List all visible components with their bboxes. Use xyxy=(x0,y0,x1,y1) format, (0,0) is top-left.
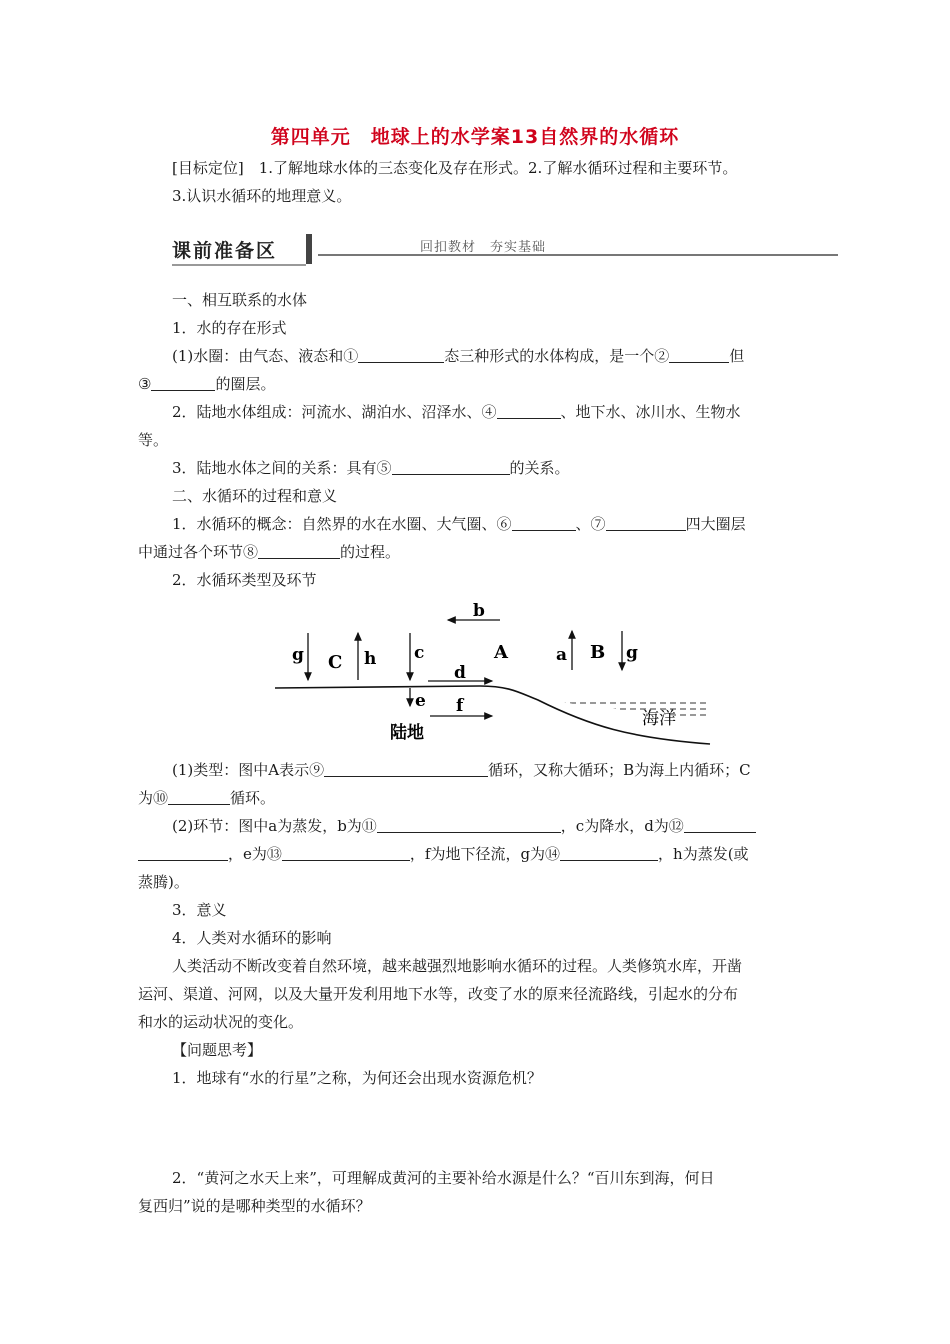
banner-title: 课前准备区 xyxy=(172,240,278,262)
text: 态三种形式的水体构成，是一个② xyxy=(444,347,670,365)
blank-7[interactable] xyxy=(606,515,686,531)
goal-line-1: [目标定位] 1.了解地球水体的三态变化及存在形式。2.了解水循环过程和主要环节。 xyxy=(172,159,738,177)
blank-8[interactable] xyxy=(258,543,340,559)
text: 3．陆地水体之间的关系：具有⑤ xyxy=(172,459,392,477)
label-ocean: 海洋 xyxy=(642,709,676,729)
text: 但 xyxy=(729,347,745,365)
label-A: A xyxy=(494,642,508,663)
blank-12b[interactable] xyxy=(138,845,228,861)
blank-10[interactable] xyxy=(168,789,230,805)
text: (1)类型：图中A表示⑨ xyxy=(172,761,325,779)
text: (2)环节：图中a为蒸发，b为⑪ xyxy=(172,817,377,835)
paragraph-line-1: 人类活动不断改变着自然环境，越来越强烈地影响水循环的过程。人类修筑水库，开凿 xyxy=(172,957,743,975)
section-banner xyxy=(172,232,838,266)
banner-divider xyxy=(306,234,312,264)
section1-item1-1-cont xyxy=(138,374,275,394)
blank-14[interactable] xyxy=(560,845,658,861)
text: ③ xyxy=(138,375,152,393)
text: 循环，又称大循环；B为海上内循环；C xyxy=(488,761,751,779)
text: (1)水圈：由气态、液态和① xyxy=(172,347,359,365)
page-title: 第四单元 地球上的水学案13自然界的水循环 xyxy=(270,126,680,148)
text: 1．水循环的概念：自然界的水在水圈、大气圈、⑥ xyxy=(172,515,512,533)
label-g-left: g xyxy=(292,645,304,665)
banner-underline xyxy=(172,264,306,266)
water-cycle-diagram xyxy=(270,598,720,758)
label-a: a xyxy=(556,645,568,665)
section1-item3 xyxy=(172,458,570,478)
banner-subtitle: 回扣教材 夯实基础 xyxy=(420,240,547,255)
label-B: B xyxy=(590,642,606,663)
blank-2[interactable] xyxy=(669,347,729,363)
text: 循环。 xyxy=(230,789,276,807)
blank-6[interactable] xyxy=(512,515,576,531)
link-line xyxy=(172,816,756,836)
ocean-water xyxy=(538,698,710,716)
label-h: h xyxy=(364,649,377,669)
section2-item3: 3．意义 xyxy=(172,901,227,919)
text: 为⑩ xyxy=(138,789,169,807)
label-f: f xyxy=(456,696,464,716)
type-line xyxy=(172,760,751,780)
text: 、⑦ xyxy=(575,515,606,533)
text: 的圈层。 xyxy=(215,375,276,393)
blank-3[interactable] xyxy=(151,375,215,391)
question-1: 1．地球有“水的行星”之称，为何还会出现水资源危机？ xyxy=(172,1069,542,1087)
label-land: 陆地 xyxy=(390,723,424,743)
section2-heading: 二、水循环的过程和意义 xyxy=(172,487,338,505)
section1-item2 xyxy=(172,402,741,422)
section2-item1-cont xyxy=(138,542,400,562)
section1-item2-cont: 等。 xyxy=(138,431,169,449)
text: 四大圈层 xyxy=(685,515,746,533)
blank-13[interactable] xyxy=(282,845,410,861)
question-2-line-1: 2．“黄河之水天上来”，可理解成黄河的主要补给水源是什么？“百川东到海，何日 xyxy=(172,1169,715,1187)
link-line-end: 蒸腾)。 xyxy=(138,873,189,891)
link-line-cont xyxy=(138,844,749,864)
label-d: d xyxy=(454,663,466,683)
section1-item1: 1．水的存在形式 xyxy=(172,319,287,337)
blank-4[interactable] xyxy=(497,403,561,419)
label-e: e xyxy=(415,691,426,711)
blank-9[interactable] xyxy=(324,761,488,777)
text: ，f为地下径流，g为⑭ xyxy=(409,845,561,863)
text: 的过程。 xyxy=(340,543,401,561)
text: ，h为蒸发(或 xyxy=(658,845,749,863)
section2-item1 xyxy=(172,514,746,534)
text: 、地下水、冰川水、生物水 xyxy=(560,403,741,421)
blank-1[interactable] xyxy=(358,347,444,363)
text: ，e为⑬ xyxy=(228,845,282,863)
paragraph-line-2: 运河、渠道、河网，以及大量开发利用地下水等，改变了水的原来径流路线，引起水的分布 xyxy=(138,985,739,1003)
text: 的关系。 xyxy=(509,459,570,477)
questions-heading: 【问题思考】 xyxy=(172,1041,263,1059)
label-b: b xyxy=(473,601,485,621)
text: 中通过各个环节⑧ xyxy=(138,543,259,561)
section1-item1-1 xyxy=(172,346,744,366)
section1-heading: 一、相互联系的水体 xyxy=(172,291,308,309)
label-g-right: g xyxy=(626,643,638,663)
blank-5[interactable] xyxy=(392,459,510,475)
question-2-line-2: 复西归”说的是哪种类型的水循环？ xyxy=(138,1197,371,1215)
section2-item4: 4．人类对水循环的影响 xyxy=(172,929,332,947)
paragraph-line-3: 和水的运动状况的变化。 xyxy=(138,1013,304,1031)
banner-rule xyxy=(318,254,838,256)
label-C: C xyxy=(328,652,343,673)
label-c: c xyxy=(414,643,425,663)
blank-11[interactable] xyxy=(377,817,561,833)
text: 2．陆地水体组成：河流水、湖泊水、沼泽水、④ xyxy=(172,403,497,421)
blank-12a[interactable] xyxy=(684,817,756,833)
goal-line-2: 3.认识水循环的地理意义。 xyxy=(172,187,352,205)
type-line-cont xyxy=(138,788,275,808)
section2-item2: 2．水循环类型及环节 xyxy=(172,571,317,589)
text: ，c为降水，d为⑫ xyxy=(560,817,684,835)
